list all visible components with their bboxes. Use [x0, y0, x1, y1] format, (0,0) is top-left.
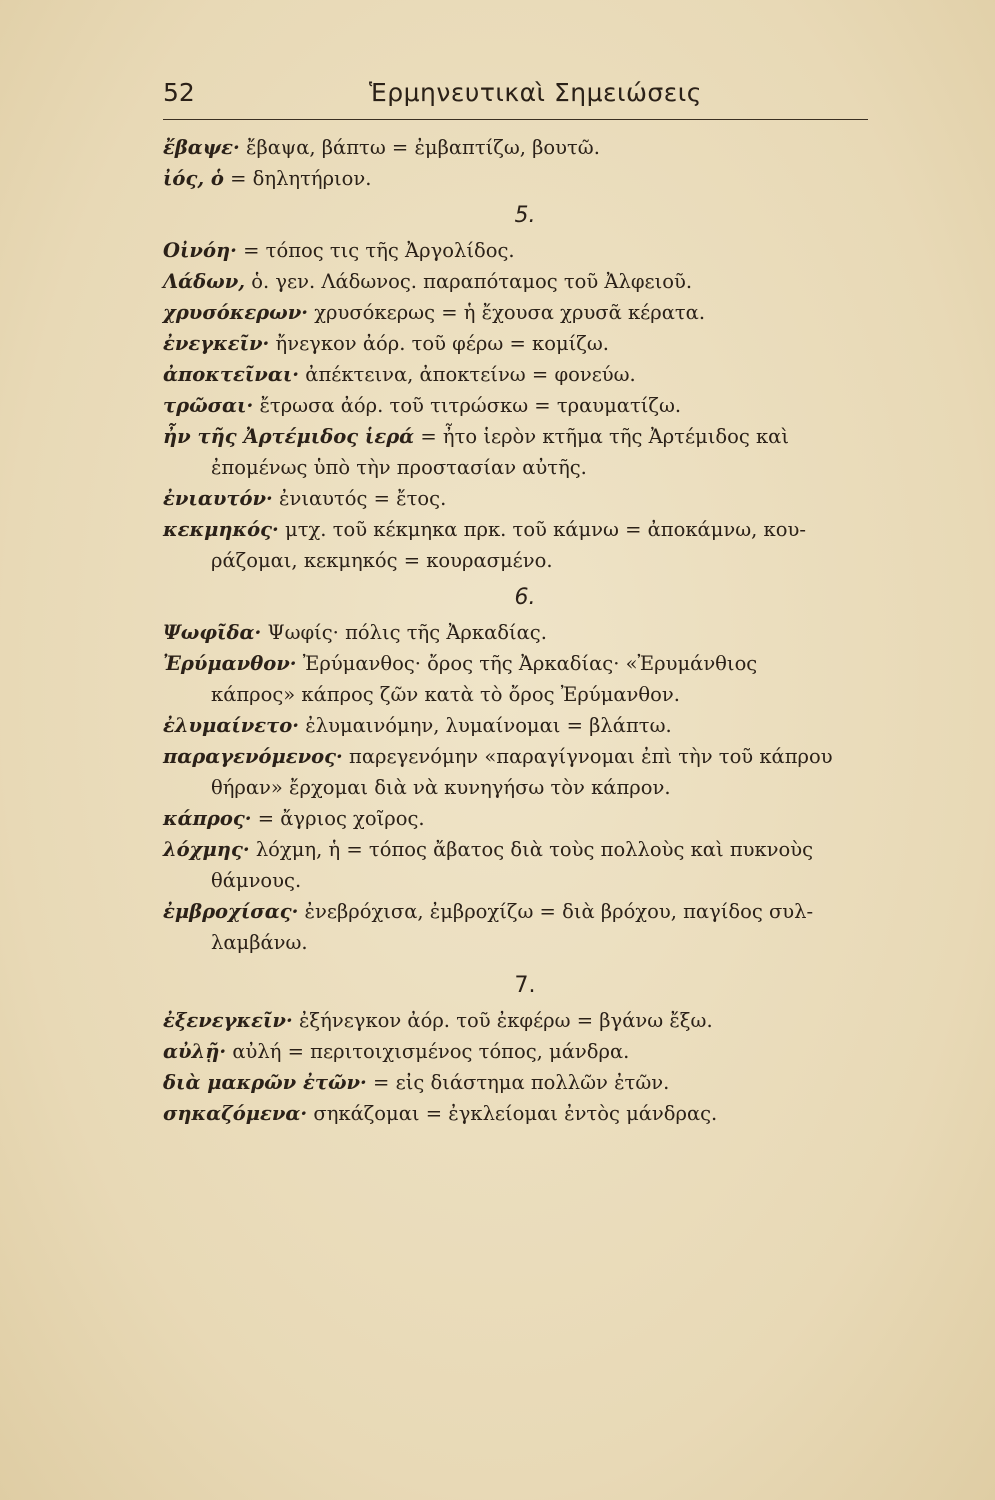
- entry-headword: ἦν τῆς Ἀρτέμιδος ἱερά: [163, 425, 415, 448]
- entry-continuation: κάπρος» κάπρος ζῶν κατὰ τὸ ὄρος Ἐρύμανθον.: [211, 683, 680, 706]
- entry-headword: σηκαζόμενα·: [163, 1102, 308, 1125]
- entry-headword: ἐμβροχίσας·: [163, 900, 299, 923]
- glossary-entry: [163, 514, 875, 576]
- header-rule: [163, 119, 868, 120]
- entry-headword: ἐλυμαίνετο·: [163, 714, 300, 737]
- entry-headword: Οἰνόη·: [163, 239, 237, 262]
- glossary-entry: [163, 710, 875, 741]
- entry-headword: χρυσόκερων·: [163, 301, 309, 324]
- entry-headword: ἰός, ὁ: [163, 167, 224, 190]
- glossary-group-5: [163, 235, 875, 576]
- glossary-entry: [163, 390, 875, 421]
- entry-headword: αὐλῇ·: [163, 1040, 227, 1063]
- entry-continuation: λαμβάνω.: [211, 931, 308, 954]
- glossary-entry: [163, 741, 875, 803]
- entry-definition: = ἦτο ἱερὸν κτῆμα τῆς Ἀρτέμιδος καὶ: [414, 425, 789, 448]
- section-heading-6: 6.: [514, 585, 536, 610]
- entry-headword: ἐνιαυτόν·: [163, 487, 273, 510]
- section-heading-7: 7.: [514, 973, 536, 998]
- entry-headword: Ἐρύμανθον·: [163, 652, 297, 675]
- entry-definition: ἐλυμαινόμην, λυμαίνομαι = βλάπτω.: [299, 714, 672, 737]
- entry-headword: Λάδων,: [163, 270, 246, 293]
- entry-continuation: ἐπομένως ὑπὸ τὴν προστασίαν αὐτῆς.: [211, 456, 587, 479]
- glossary-entry: [163, 617, 875, 648]
- glossary-entry: [163, 1067, 875, 1098]
- page-number: 52: [163, 78, 195, 107]
- glossary-entry: [163, 648, 875, 710]
- entry-definition: λόχμη, ἡ = τόπος ἄβατος διὰ τοὺς πολλοὺς καὶ πυκνοὺς: [249, 838, 814, 861]
- entry-headword: Ψωφῖδα·: [163, 621, 262, 644]
- glossary-entry: [163, 803, 875, 834]
- glossary-group-intro: [163, 132, 875, 194]
- glossary-entry: [163, 328, 875, 359]
- entry-headword: παραγενόμενος·: [163, 745, 343, 768]
- glossary-entry: [163, 1036, 875, 1067]
- entry-definition: ἐνεβρόχισα, ἐμβροχίζω = διὰ βρόχου, παγίδος συλ-: [298, 900, 814, 923]
- entry-headword: ἀποκτεῖναι·: [163, 363, 300, 386]
- entry-headword: διὰ μακρῶν ἐτῶν·: [163, 1071, 367, 1094]
- entry-definition: = δηλητήριον.: [223, 167, 372, 190]
- glossary-entry: [163, 896, 875, 958]
- running-title: Ἑρμηνευτικαὶ Σημειώσεις: [369, 78, 702, 107]
- entry-definition: ἔβαψα, βάπτω = ἐμβαπτίζω, βουτῶ.: [239, 136, 600, 159]
- entry-definition: = τόπος τις τῆς Ἀργολίδος.: [236, 239, 515, 262]
- entry-continuation: θήραν» ἔρχομαι διὰ νὰ κυνηγήσω τὸν κάπρον.: [211, 776, 671, 799]
- glossary-group-7: [163, 1005, 875, 1129]
- entry-continuation: θάμνους.: [211, 869, 302, 892]
- entry-continuation: ράζομαι, κεκμηκός = κουρασμένο.: [211, 549, 553, 572]
- page-header: [163, 78, 863, 118]
- glossary-entry: [163, 483, 875, 514]
- entry-definition: ἐξήνεγκον ἀόρ. τοῦ ἐκφέρω = βγάνω ἔξω.: [292, 1009, 713, 1032]
- entry-headword: κάπρος·: [163, 807, 252, 830]
- glossary-entry: [163, 1005, 875, 1036]
- entry-definition: ἔτρωσα ἀόρ. τοῦ τιτρώσκω = τραυματίζω.: [253, 394, 682, 417]
- entry-definition: = ἄγριος χοῖρος.: [251, 807, 425, 830]
- entry-definition: σηκάζομαι = ἐγκλείομαι ἐντὸς μάνδρας.: [307, 1102, 718, 1125]
- entry-headword: κεκμηκός·: [163, 518, 279, 541]
- glossary-entry: [163, 132, 875, 163]
- glossary-entry: [163, 421, 875, 483]
- entry-definition: ἐνιαυτός = ἔτος.: [272, 487, 447, 510]
- glossary-entry: [163, 163, 875, 194]
- entry-headword: ἐξενεγκεῖν·: [163, 1009, 293, 1032]
- entry-definition: = εἰς διάστημα πολλῶν ἐτῶν.: [366, 1071, 670, 1094]
- entry-headword: ἔβαψε·: [163, 136, 240, 159]
- glossary-entry: [163, 834, 875, 896]
- glossary-entry: [163, 266, 875, 297]
- entry-headword: τρῶσαι·: [163, 394, 254, 417]
- glossary-group-6: [163, 617, 875, 958]
- entry-definition: αὐλή = περιτοιχισμένος τόπος, μάνδρα.: [226, 1040, 630, 1063]
- entry-definition: ἤνεγκον ἀόρ. τοῦ φέρω = κομίζω.: [269, 332, 609, 355]
- glossary-entry: [163, 297, 875, 328]
- glossary-entry: [163, 359, 875, 390]
- entry-definition: χρυσόκερως = ἡ ἔχουσα χρυσᾶ κέρατα.: [308, 301, 706, 324]
- glossary-entry: [163, 235, 875, 266]
- entry-headword: ἐνεγκεῖν·: [163, 332, 270, 355]
- entry-headword: λόχμης·: [163, 838, 250, 861]
- entry-definition: ὁ. γεν. Λάδωνος. παραπόταμος τοῦ Ἀλφειοῦ.: [245, 270, 693, 293]
- entry-definition: Ἐρύμανθος· ὄρος τῆς Ἀρκαδίας· «Ἐρυμάνθιος: [296, 652, 758, 675]
- glossary-body: [163, 132, 875, 1129]
- section-heading-5: 5.: [514, 203, 536, 228]
- entry-definition: ἀπέκτεινα, ἀποκτείνω = φονεύω.: [299, 363, 636, 386]
- glossary-entry: [163, 1098, 875, 1129]
- entry-definition: παρεγενόμην «παραγίγνομαι ἐπὶ τὴν τοῦ κάπρου: [342, 745, 833, 768]
- entry-definition: Ψωφίς· πόλις τῆς Ἀρκαδίας.: [261, 621, 547, 644]
- entry-definition: μτχ. τοῦ κέκμηκα πρκ. τοῦ κάμνω = ἀποκάμνω, κου-: [278, 518, 806, 541]
